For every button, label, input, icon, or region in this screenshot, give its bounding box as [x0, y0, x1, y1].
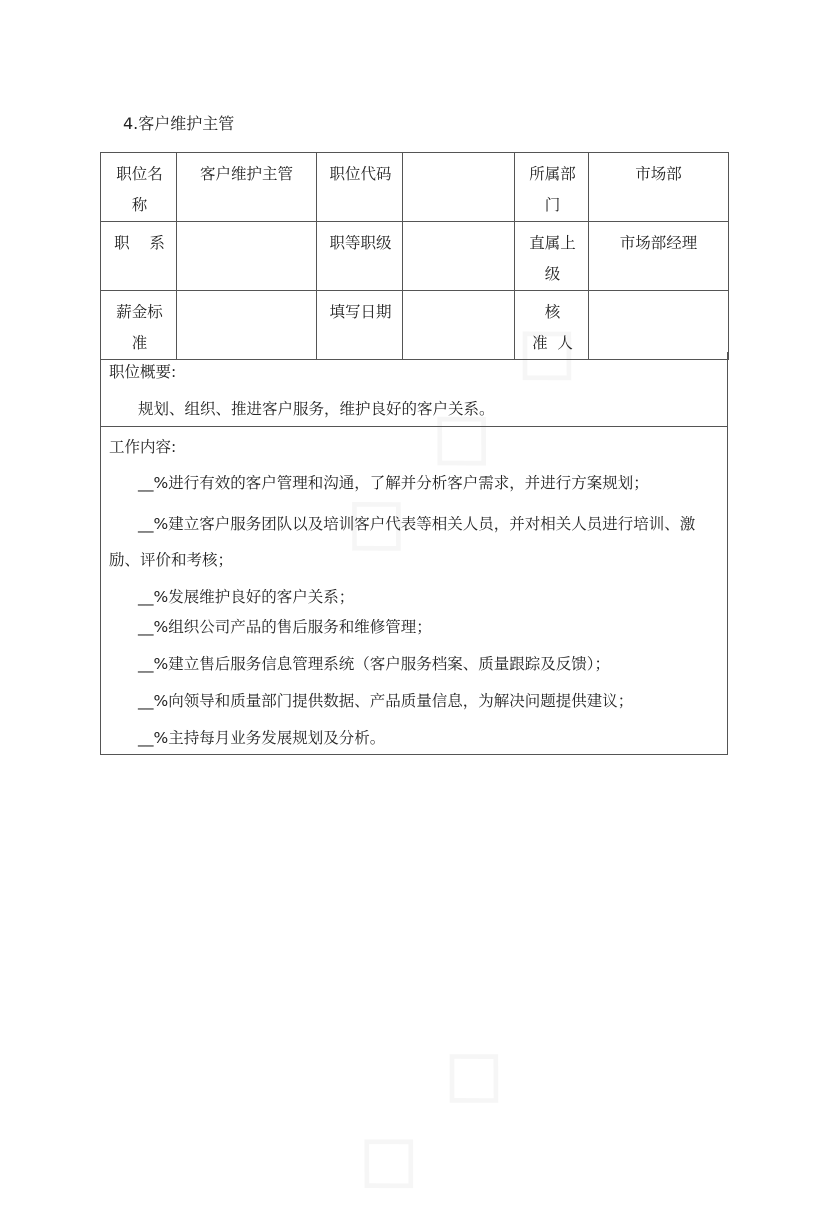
supervisor-label: 直属上级 — [515, 222, 589, 291]
salary-label: 薪金标准 — [101, 291, 177, 360]
department-value: 市场部 — [589, 153, 729, 222]
list-item: __%主持每月业务发展规划及分析。 — [138, 729, 386, 747]
summary-section — [100, 352, 728, 427]
fill-date-label: 填写日期 — [317, 291, 403, 360]
job-family-label: 职 系 — [101, 222, 177, 291]
list-item: __%建立客户服务团队以及培训客户代表等相关人员，并对相关人员进行培训、激励、评价和考核； — [109, 515, 696, 569]
watermark — [322, 1005, 538, 1220]
list-item: __%进行有效的客户管理和沟通，了解并分析客户需求，并进行方案规划； — [138, 474, 649, 492]
grade-value — [403, 222, 515, 291]
approver-label: 核 准 人 — [515, 291, 589, 360]
position-code-value — [403, 153, 515, 222]
work-section — [100, 427, 728, 755]
position-name-value: 客户维护主管 — [177, 153, 317, 222]
list-item: __%组织公司产品的售后服务和维修管理； — [138, 618, 432, 636]
table-row — [101, 222, 729, 291]
salary-value — [177, 291, 317, 360]
approver-value — [589, 291, 729, 360]
summary-text: 规划、组织、推进客户服务，维护良好的客户关系。 — [138, 400, 495, 418]
job-info-table — [100, 152, 729, 360]
fill-date-value — [403, 291, 515, 360]
list-item: __%发展维护良好的客户关系； — [138, 588, 355, 606]
section-heading: 4.客户维护主管 — [123, 114, 235, 133]
grade-label: 职等职级 — [317, 222, 403, 291]
summary-title: 职位概要: — [109, 363, 177, 381]
position-code-label: 职位代码 — [317, 153, 403, 222]
work-title: 工作内容: — [109, 438, 177, 456]
table-row — [101, 153, 729, 222]
supervisor-value: 市场部经理 — [589, 222, 729, 291]
list-item: __%向领导和质量部门提供数据、产品质量信息，为解决问题提供建议； — [138, 692, 634, 710]
job-family-value — [177, 222, 317, 291]
position-name-label: 职位名称 — [101, 153, 177, 222]
department-label: 所属部门 — [515, 153, 589, 222]
table-row — [101, 291, 729, 360]
list-item: __%建立售后服务信息管理系统（客户服务档案、质量跟踪及反馈）； — [138, 655, 610, 673]
